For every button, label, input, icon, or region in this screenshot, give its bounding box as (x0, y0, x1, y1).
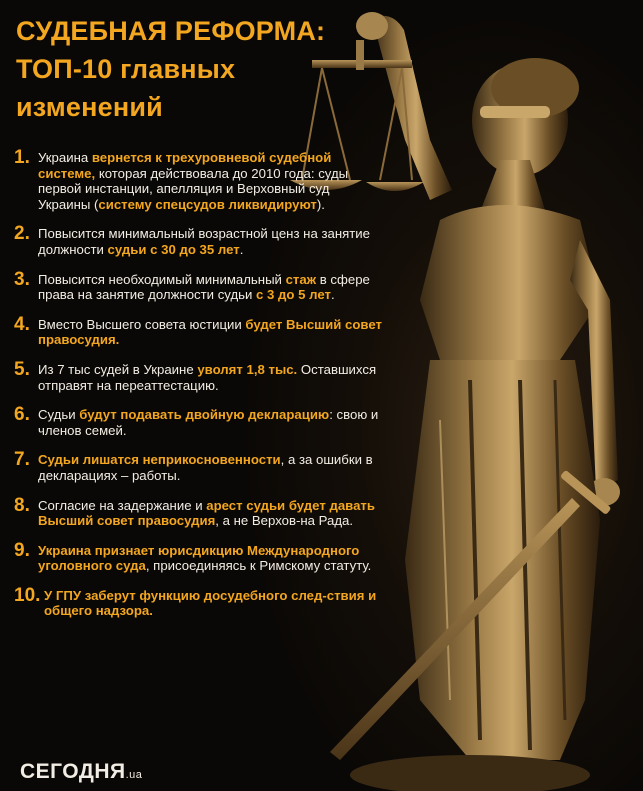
body-text: : свою и членов семей. (38, 407, 379, 438)
item-number: 2. (14, 223, 30, 245)
body-text: Оставшихся отправят на переаттестацию. (38, 361, 377, 393)
highlight-text: систему спецсудов ликвидируют (98, 196, 317, 212)
item-number: 7. (14, 449, 30, 471)
body-text: Вместо Высшего совета юстиции (38, 316, 246, 332)
item-number: 5. (14, 358, 30, 380)
title-line-1: СУДЕБНАЯ РЕФОРМА: (16, 16, 326, 46)
body-text: ). (316, 196, 325, 212)
highlight-text: будет Высший совет правосудия. (38, 316, 382, 348)
body-text: , а за ошибки в декларациях – работы. (38, 452, 373, 483)
list-item (14, 358, 384, 393)
list-item (14, 404, 384, 438)
body-text: , а не Верхов-на Рада. (215, 513, 354, 529)
body-text: . (330, 287, 335, 303)
highlight-text: стаж (285, 271, 317, 287)
body-text: которая действовала до 2010 года: суды первой инстанции, апелляция и Верховный суд Украины ( (38, 165, 349, 212)
list-item (14, 147, 384, 212)
item-text (38, 272, 384, 303)
item-text (38, 452, 384, 483)
highlight-text: вернется к трехуровневой судебной системе, (38, 150, 332, 181)
body-text: Из 7 тыс судей в Украине (38, 361, 198, 377)
highlight-text: Судьи лишатся неприкосновенности (38, 452, 281, 468)
highlight-text: уволят 1,8 тыс. (197, 361, 298, 377)
item-text (38, 543, 384, 574)
item-text (38, 362, 384, 393)
item-number: 9. (14, 539, 30, 561)
logo-name: СЕГОДНЯ (20, 760, 126, 783)
highlight-text: судьи с 30 до 35 лет (107, 241, 240, 257)
item-text (38, 407, 384, 438)
highlight-text: арест судьи будет давать Высший совет правосудия (38, 497, 375, 529)
body-text: . (239, 241, 244, 257)
changes-list (14, 147, 384, 619)
list-item (14, 223, 384, 257)
list-item (14, 584, 384, 619)
highlight-text: с 3 до 5 лет (256, 287, 331, 303)
body-text: Повысится необходимый минимальный (38, 271, 286, 287)
sevodnya-logo (20, 760, 142, 784)
list-item (14, 539, 384, 574)
item-text (38, 226, 384, 257)
item-number: 4. (14, 313, 30, 335)
item-number: 8. (14, 494, 30, 516)
body-text: Повысится минимальный возрастной ценз на занятие должности (38, 226, 370, 257)
body-text: , присоединяясь к Римскому статуту. (145, 558, 372, 574)
item-number: 3. (14, 268, 30, 290)
body-text: Согласие на задержание и (38, 497, 207, 513)
list-item (14, 268, 384, 303)
body-text: в сфере права на занятие должности судьи (38, 271, 370, 303)
logo-suffix: .ua (125, 769, 143, 781)
highlight-text: будут подавать двойную декларацию (79, 407, 330, 423)
item-text (44, 588, 384, 619)
item-number: 6. (14, 404, 30, 426)
highlight-text: Украина признает юрисдикцию Международного уголовного суда (38, 542, 360, 574)
title-line-3: изменений (16, 92, 163, 122)
body-text: Судьи (38, 407, 80, 423)
title-line-2: ТОП-10 главных (16, 54, 236, 84)
item-text (38, 150, 384, 212)
list-item (14, 313, 384, 348)
item-number: 10. (14, 584, 41, 606)
body-text: Украина (38, 150, 92, 165)
list-item (14, 449, 384, 483)
highlight-text: У ГПУ заберут функцию досудебного след-ствия и общего надзора. (44, 587, 377, 619)
page-title (16, 12, 325, 126)
list-item (14, 494, 384, 529)
item-number: 1. (14, 147, 30, 168)
item-text (38, 317, 384, 348)
item-text (38, 498, 384, 529)
